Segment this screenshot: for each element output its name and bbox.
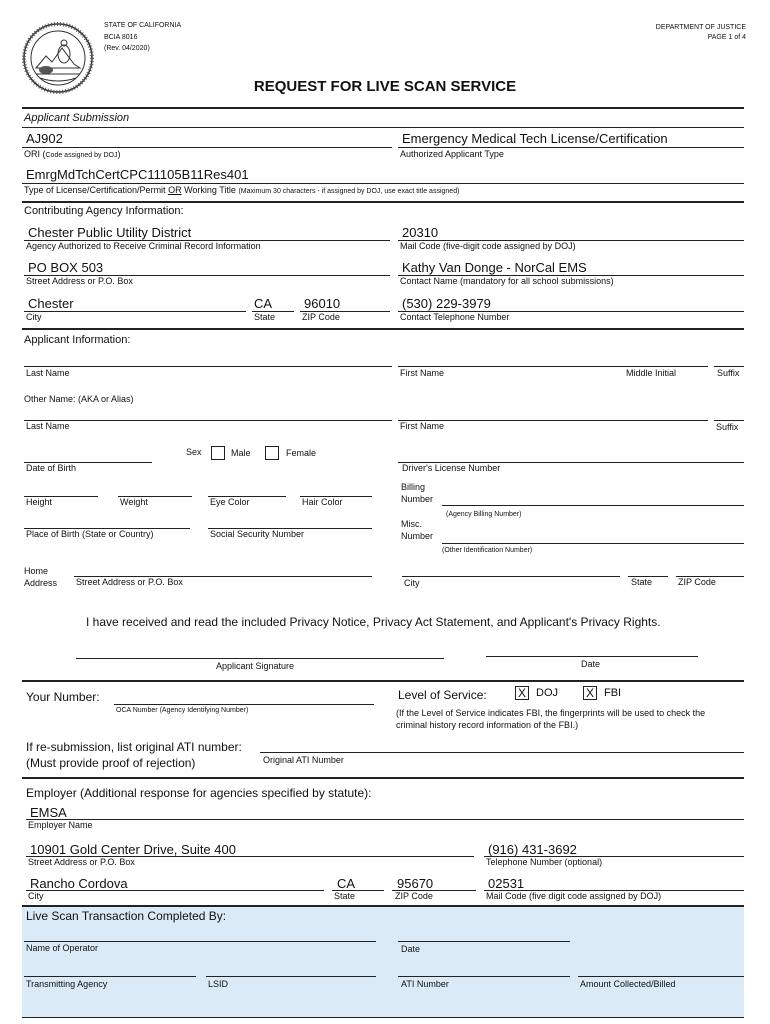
resubmission-line-2: (Must provide proof of rejection) — [26, 756, 196, 770]
contact-name-label: Contact Name (mandatory for all school submissions) — [400, 276, 614, 286]
agency-street-field[interactable]: PO BOX 503 — [28, 260, 104, 275]
fbi-label: FBI — [604, 687, 622, 699]
employer-city-line — [26, 890, 324, 891]
divider — [22, 127, 744, 128]
height-label: Height — [26, 497, 53, 507]
divider — [22, 107, 744, 109]
home-city-label: City — [404, 578, 420, 588]
signature-date-label: Date — [581, 659, 601, 669]
original-ati-label: Original ATI Number — [263, 755, 344, 765]
employer-city-field[interactable]: Rancho Cordova — [30, 876, 128, 891]
divider — [22, 201, 744, 203]
employer-street-field[interactable]: 10901 Gold Center Drive, Suite 400 — [30, 842, 236, 857]
department-label: DEPARTMENT OF JUSTICE — [655, 24, 746, 31]
other-name-label: Other Name: (AKA or Alias) — [24, 394, 134, 404]
doj-checkbox[interactable]: X — [515, 686, 529, 700]
employer-phone-field[interactable]: (916) 431-3692 — [488, 842, 577, 857]
mail-code-label: Mail Code (five-digit code assigned by DOJ) — [400, 241, 576, 251]
employer-name-field[interactable]: EMSA — [30, 805, 67, 820]
employer-name-line — [26, 819, 744, 820]
last-name-line[interactable] — [24, 366, 392, 367]
transmitting-agency-line[interactable] — [24, 976, 196, 977]
license-title-field[interactable]: EmrgMdTchCertCPC11105B11Res401 — [26, 167, 249, 182]
billing-label-1: Billing — [401, 482, 426, 492]
divider — [22, 328, 744, 330]
employer-state-label: State — [334, 891, 356, 901]
eye-color-label: Eye Color — [210, 497, 250, 507]
lsid-line[interactable] — [206, 976, 376, 977]
transmitting-agency-label: Transmitting Agency — [26, 979, 108, 989]
employer-mail-code-field[interactable]: 02531 — [488, 876, 525, 891]
suffix-label: Suffix — [717, 368, 740, 378]
agency-field[interactable]: Chester Public Utility District — [28, 225, 192, 240]
amount-line[interactable] — [578, 976, 744, 977]
employer-street-label: Street Address or P.O. Box — [28, 857, 135, 867]
home-city-line[interactable] — [402, 576, 620, 577]
aka-suffix-line[interactable] — [714, 420, 744, 421]
doj-label: DOJ — [536, 687, 558, 699]
misc-label-1: Misc. — [401, 519, 422, 529]
employer-zip-field[interactable]: 95670 — [397, 876, 434, 891]
place-of-birth-label: Place of Birth (State or Country) — [26, 529, 154, 539]
hair-color-label: Hair Color — [302, 497, 343, 507]
divider — [22, 905, 744, 907]
aka-first-name-label: First Name — [400, 421, 445, 431]
employer-mail-code-label: Mail Code (five digit code assigned by DOJ) — [486, 891, 662, 901]
billing-note: (Agency Billing Number) — [446, 511, 522, 518]
female-label: Female — [286, 448, 317, 458]
operator-line[interactable] — [24, 941, 376, 942]
transaction-heading: Live Scan Transaction Completed By: — [26, 909, 227, 923]
last-name-label: Last Name — [26, 368, 70, 378]
revision-date: (Rev. 04/2020) — [104, 45, 150, 52]
divider — [22, 777, 744, 779]
transaction-date-line[interactable] — [398, 941, 570, 942]
misc-number-line[interactable] — [442, 543, 744, 544]
male-checkbox[interactable] — [211, 446, 225, 460]
home-label-2: Address — [24, 578, 58, 588]
agency-state-field[interactable]: CA — [254, 296, 273, 311]
ati-number-line[interactable] — [398, 976, 570, 977]
employer-zip-label: ZIP Code — [395, 891, 433, 901]
license-title-label: Type of License/Certification/Permit OR Working Title (Maximum 30 characters - if assigned by DOJ, use exact title assigned) — [24, 185, 460, 195]
employer-city-label: City — [28, 891, 44, 901]
ori-line — [22, 147, 392, 148]
ssn-label: Social Security Number — [210, 529, 305, 539]
level-note-1: (If the Level of Service indicates FBI, the fingerprints will be used to check the — [396, 708, 706, 718]
contact-phone-label: Contact Telephone Number — [400, 312, 510, 322]
ori-label: ORI (Code assigned by DOJ) — [24, 149, 121, 159]
employer-heading: Employer (Additional response for agencies specified by statute): — [26, 786, 372, 800]
male-label: Male — [231, 448, 251, 458]
contact-phone-field[interactable]: (530) 229-3979 — [402, 296, 491, 311]
agency-label: Agency Authorized to Receive Criminal Record Information — [26, 241, 261, 251]
applicant-type-field[interactable]: Emergency Medical Tech License/Certification — [402, 131, 668, 146]
female-checkbox[interactable] — [265, 446, 279, 460]
ati-number-label: ATI Number — [401, 979, 449, 989]
lsid-label: LSID — [208, 979, 229, 989]
home-state-label: State — [631, 577, 653, 587]
level-note-2: criminal history record information of the FBI.) — [396, 720, 579, 730]
submission-heading: Applicant Submission — [24, 112, 130, 124]
agency-city-line — [24, 311, 246, 312]
home-zip-label: ZIP Code — [678, 577, 716, 587]
operator-label: Name of Operator — [26, 943, 99, 953]
employer-name-label: Employer Name — [28, 820, 93, 830]
signature-date-line[interactable] — [486, 656, 698, 657]
oca-number-note: OCA Number (Agency Identifying Number) — [116, 707, 249, 714]
divider — [22, 1017, 744, 1018]
aka-last-name-line[interactable] — [24, 420, 392, 421]
first-name-line[interactable] — [398, 366, 708, 367]
agency-city-field[interactable]: Chester — [28, 296, 74, 311]
applicant-type-line — [398, 147, 744, 148]
transaction-date-label: Date — [401, 944, 421, 954]
suffix-line[interactable] — [714, 366, 744, 367]
aka-suffix-label: Suffix — [716, 422, 739, 432]
contact-name-field[interactable]: Kathy Van Donge - NorCal EMS — [402, 260, 587, 275]
aka-first-name-line[interactable] — [398, 420, 708, 421]
billing-label-2: Number — [401, 494, 434, 504]
home-label-1: Home — [24, 566, 49, 576]
contributing-heading: Contributing Agency Information: — [24, 205, 184, 217]
misc-label-2: Number — [401, 531, 434, 541]
oca-number-line[interactable] — [114, 704, 374, 705]
middle-initial-label: Middle Initial — [626, 368, 677, 378]
employer-state-field[interactable]: CA — [337, 876, 356, 891]
state-label: STATE OF CALIFORNIA — [104, 22, 182, 29]
applicant-heading: Applicant Information: — [24, 334, 131, 346]
fbi-checkbox[interactable]: X — [583, 686, 597, 700]
weight-label: Weight — [120, 497, 148, 507]
employer-phone-label: Telephone Number (optional) — [486, 857, 603, 867]
agency-state-label: State — [254, 312, 276, 322]
dob-label: Date of Birth — [26, 463, 77, 473]
agency-city-label: City — [26, 312, 42, 322]
page-indicator: PAGE 1 of 4 — [707, 34, 746, 41]
original-ati-line[interactable] — [260, 752, 744, 753]
billing-number-line[interactable] — [442, 505, 744, 506]
ori-field[interactable]: AJ902 — [26, 131, 63, 146]
privacy-statement: I have received and read the included Privacy Notice, Privacy Act Statement, and Applicant's Privacy Rights. — [86, 615, 661, 629]
applicant-type-label: Authorized Applicant Type — [400, 149, 504, 159]
sex-label: Sex — [186, 447, 202, 457]
license-title-line — [22, 183, 744, 184]
resubmission-line-1: If re-submission, list original ATI number: — [26, 740, 242, 754]
signature-line[interactable] — [76, 658, 444, 659]
misc-note: (Other Identification Number) — [442, 547, 533, 554]
first-name-label: First Name — [400, 368, 445, 378]
agency-zip-field[interactable]: 96010 — [304, 296, 341, 311]
drivers-license-label: Driver's License Number — [402, 463, 501, 473]
signature-label: Applicant Signature — [216, 661, 295, 671]
amount-label: Amount Collected/Billed — [580, 979, 676, 989]
aka-last-name-label: Last Name — [26, 421, 70, 431]
home-street-label: Street Address or P.O. Box — [76, 577, 183, 587]
page-title: REQUEST FOR LIVE SCAN SERVICE — [253, 78, 517, 95]
mail-code-field[interactable]: 20310 — [402, 225, 439, 240]
divider — [22, 680, 744, 682]
agency-zip-label: ZIP Code — [302, 312, 340, 322]
level-of-service-label: Level of Service: — [398, 688, 487, 702]
your-number-label: Your Number: — [26, 690, 100, 704]
agency-street-label: Street Address or P.O. Box — [26, 276, 133, 286]
form-number: BCIA 8016 — [104, 34, 138, 41]
